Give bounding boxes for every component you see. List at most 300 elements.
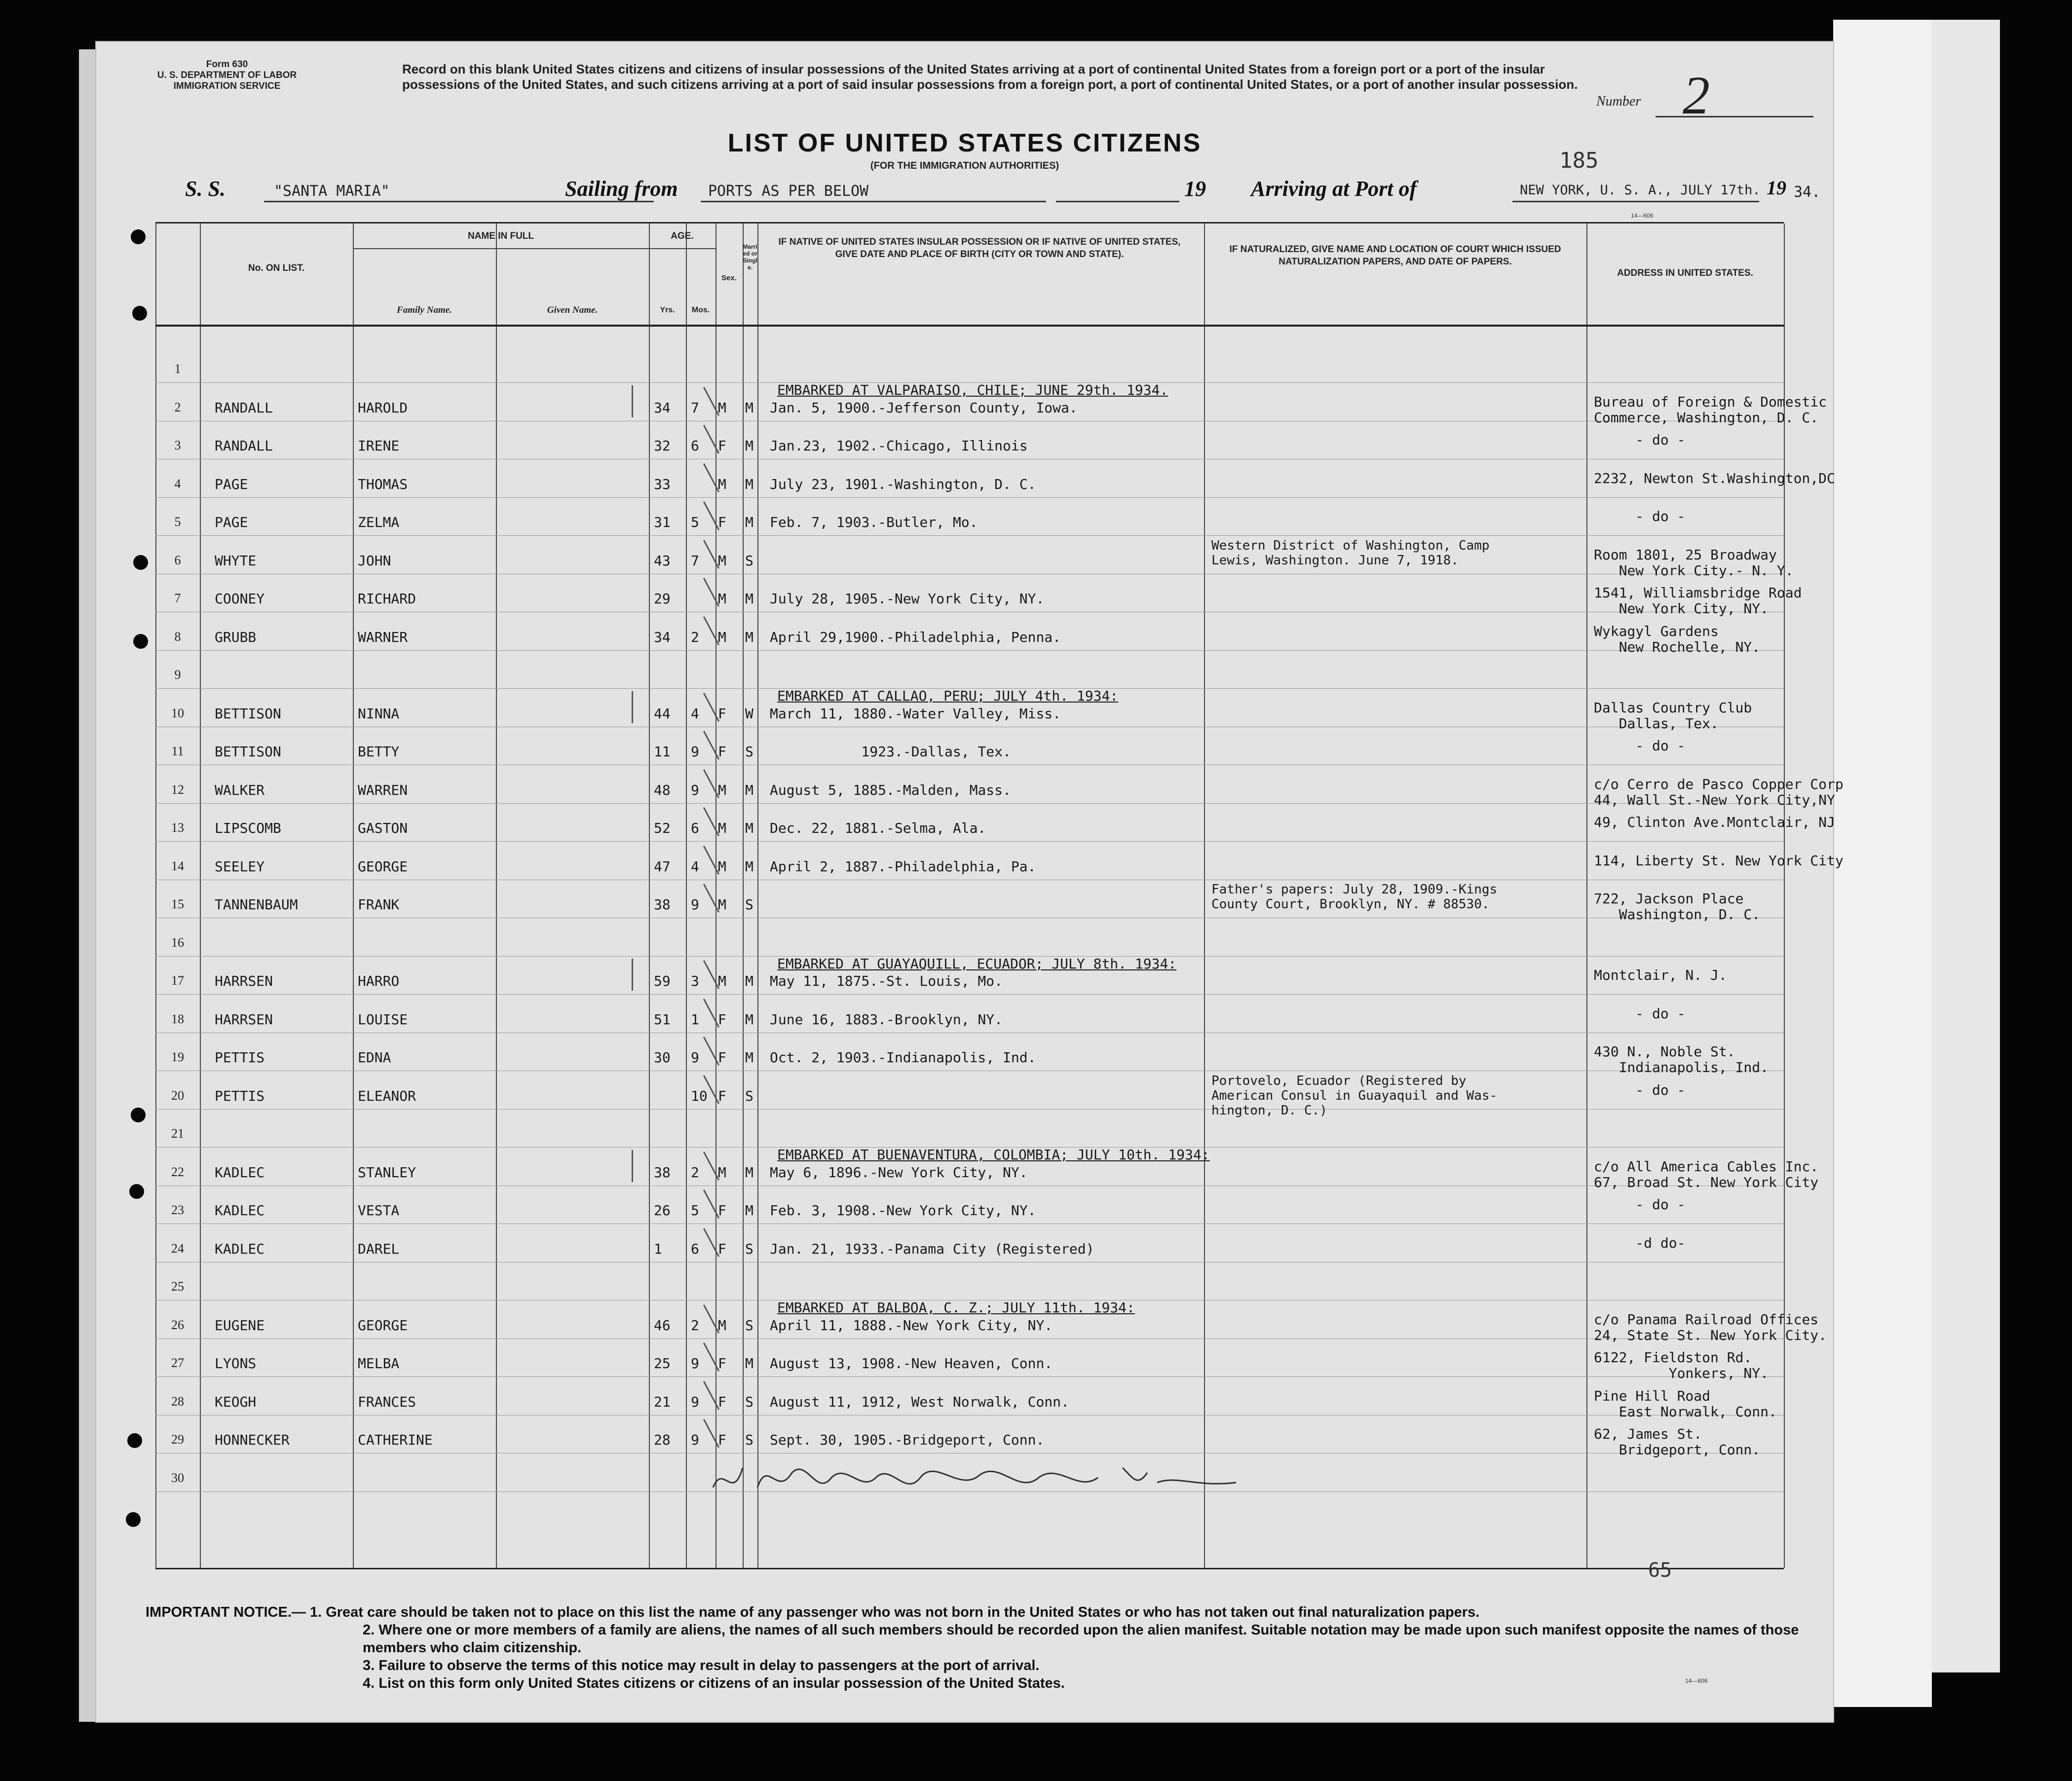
header-name-in-full: NAME IN FULL xyxy=(467,231,534,241)
given-name: GEORGE xyxy=(358,858,408,875)
row-number: 27 xyxy=(171,1356,184,1370)
arriving-underline xyxy=(1512,201,1759,202)
marital-status: M xyxy=(745,1355,753,1372)
given-name: DAREL xyxy=(358,1240,400,1257)
row-number: 12 xyxy=(171,782,184,797)
marital-status: M xyxy=(745,591,753,607)
naturalization-info: Father's papers: July 28, 1909.-Kings County Court, Brooklyn, NY. # 88530. xyxy=(1211,882,1498,912)
age-years: 46 xyxy=(654,1317,671,1334)
address-line-1: Bureau of Foreign & Domestic xyxy=(1594,393,1827,410)
arriving-value: NEW YORK, U. S. A., JULY 17th. xyxy=(1520,183,1761,198)
age-years: 26 xyxy=(654,1202,671,1219)
col-line xyxy=(1586,223,1587,1568)
given-name: FRANCES xyxy=(358,1393,416,1410)
embarked-heading: EMBARKED AT GUAYAQUILL, ECUADOR; JULY 8th. 1934: xyxy=(777,955,1177,972)
embarked-heading: EMBARKED AT BUENAVENTURA, COLOMBIA; JULY 10th. 1934: xyxy=(777,1147,1210,1163)
age-years: 47 xyxy=(654,858,671,875)
check-mark xyxy=(703,731,719,760)
given-name: RICHARD xyxy=(358,591,416,607)
family-name: LIPSCOMB xyxy=(215,820,281,836)
given-name: BETTY xyxy=(358,743,400,760)
row-rule xyxy=(155,841,1784,842)
col-line xyxy=(757,223,758,1568)
family-name: SEELEY xyxy=(215,858,265,875)
naturalization-info: Portovelo, Ecuador (Registered by American Consul in Guayaquil and Was- hington, D. C.) xyxy=(1211,1073,1498,1118)
marital-status: M xyxy=(745,820,753,836)
marital-status: M xyxy=(745,399,753,416)
age-years: 32 xyxy=(654,438,671,454)
address-line-2: New Rochelle, NY. xyxy=(1594,638,1761,655)
sex: M xyxy=(718,820,726,836)
age-months: 1 xyxy=(691,1011,699,1028)
age-years: 34 xyxy=(654,399,671,416)
address-line-2: Dallas, Tex. xyxy=(1594,715,1719,732)
birth-date-place: April 11, 1888.-New York City, NY. xyxy=(770,1317,1053,1334)
age-years: 43 xyxy=(654,552,671,569)
age-months: 6 xyxy=(691,1240,699,1257)
row-number: 20 xyxy=(171,1088,184,1103)
manifest-page xyxy=(96,42,1844,1722)
birth-date-place: Feb. 3, 1908.-New York City, NY. xyxy=(770,1202,1036,1219)
sex: F xyxy=(718,1202,726,1219)
row-number: 28 xyxy=(171,1394,184,1409)
address-line-1: Dallas Country Club xyxy=(1594,699,1752,716)
given-name: ZELMA xyxy=(358,514,400,530)
address-line-1: c/o All America Cables Inc. xyxy=(1594,1158,1819,1175)
family-name: EUGENE xyxy=(215,1317,265,1334)
address-line-1: 722, Jackson Place xyxy=(1594,890,1744,907)
number-value: 2 xyxy=(1683,65,1710,125)
address-line-1: 6122, Fieldston Rd. xyxy=(1594,1349,1752,1366)
sex: M xyxy=(718,476,726,492)
check-mark xyxy=(703,1189,719,1219)
address-line-1: - do - xyxy=(1594,508,1686,524)
birth-date-place: April 29,1900.-Philadelphia, Penna. xyxy=(770,629,1061,645)
row-rule xyxy=(155,650,1784,651)
birth-date-place: August 11, 1912, West Norwalk, Conn. xyxy=(770,1393,1069,1410)
binder-hole xyxy=(131,1108,146,1122)
sex: F xyxy=(718,705,726,722)
notice-item-2: 2. Where one or more members of a family are aliens, the names of all such members should be recorded upon the alien manifest. Suitable notation may be made upon such manifest opposite the names of those members who claim citizenship. xyxy=(363,1622,1799,1656)
handwritten-signature xyxy=(703,1448,1276,1507)
sex: M xyxy=(718,591,726,607)
given-name: WARNER xyxy=(358,629,408,645)
header-address: ADDRESS IN UNITED STATES. xyxy=(1617,268,1753,278)
binder-hole xyxy=(132,306,147,321)
header-age: AGE. xyxy=(671,231,694,241)
row-number: 19 xyxy=(171,1050,184,1064)
row-number: 15 xyxy=(171,897,184,911)
marital-status: M xyxy=(745,1011,753,1028)
address-line-2: Yonkers, NY. xyxy=(1594,1365,1769,1381)
age-months: 10 xyxy=(691,1087,708,1104)
tally-mark xyxy=(632,385,633,417)
sex: M xyxy=(718,973,726,989)
sex: M xyxy=(718,399,726,416)
family-name: KADLEC xyxy=(215,1240,265,1257)
age-years: 38 xyxy=(654,896,671,913)
sex: M xyxy=(718,1164,726,1181)
birth-date-place: April 2, 1887.-Philadelphia, Pa. xyxy=(770,858,1036,875)
marital-status: M xyxy=(745,476,753,492)
header-mos: Mos. xyxy=(691,306,710,314)
row-number: 23 xyxy=(171,1203,184,1217)
row-rule xyxy=(155,994,1784,995)
form-header xyxy=(146,59,308,92)
check-mark xyxy=(703,807,719,836)
address-line-1: -d do- xyxy=(1594,1234,1686,1251)
year-prefix: 19 xyxy=(1184,177,1206,201)
row-number: 14 xyxy=(171,858,184,873)
address-line-2: 67, Broad St. New York City xyxy=(1594,1174,1819,1190)
row-number: 25 xyxy=(171,1279,184,1294)
header-given-name: Given Name. xyxy=(547,305,598,315)
binder-hole xyxy=(129,1184,144,1199)
address-line-2: East Norwalk, Conn. xyxy=(1594,1403,1777,1420)
marital-status: M xyxy=(745,973,753,989)
address-line-1: Pine Hill Road xyxy=(1594,1387,1711,1404)
address-line-1: - do - xyxy=(1594,432,1686,448)
row-rule xyxy=(155,803,1784,804)
age-months: 9 xyxy=(691,781,699,798)
address-line-2: Indianapolis, Ind. xyxy=(1594,1059,1769,1076)
paper-left-edge xyxy=(79,49,99,1722)
paper-stack-edge xyxy=(1924,20,2000,1672)
header-no: No. ON LIST. xyxy=(248,263,304,273)
binder-hole xyxy=(127,1433,142,1448)
age-years: 44 xyxy=(654,705,671,722)
notice-item-4: 4. List on this form only United States citizens or citizens of an insular possession of the United States. xyxy=(363,1675,1065,1691)
address-line-1: - do - xyxy=(1594,1081,1686,1098)
check-mark xyxy=(703,1228,719,1257)
birth-date-place: July 28, 1905.-New York City, NY. xyxy=(770,591,1045,607)
age-months: 5 xyxy=(691,1202,699,1219)
given-name: ELEANOR xyxy=(358,1087,416,1104)
header-married-single: Married or Single. xyxy=(743,243,757,271)
given-name: IRENE xyxy=(358,438,400,454)
family-name: GRUBB xyxy=(215,629,257,645)
given-name: STANLEY xyxy=(358,1164,416,1181)
row-number: 17 xyxy=(171,973,184,988)
sex: F xyxy=(718,1393,726,1410)
address-line-1: Room 1801, 25 Broadway xyxy=(1594,546,1777,563)
binder-hole xyxy=(133,634,148,649)
given-name: EDNA xyxy=(358,1049,391,1066)
birth-date-place: Jan. 5, 1900.-Jefferson County, Iowa. xyxy=(770,399,1078,416)
check-mark xyxy=(703,540,719,569)
row-number: 21 xyxy=(171,1126,184,1141)
check-mark xyxy=(703,387,719,416)
row-rule xyxy=(155,1338,1784,1339)
check-mark xyxy=(703,1151,719,1181)
marital-status: S xyxy=(745,1087,753,1104)
embarked-heading: EMBARKED AT BALBOA, C. Z.; JULY 11th. 1934: xyxy=(777,1299,1135,1316)
header-naturalized: IF NATURALIZED, GIVE NAME AND LOCATION OF COURT WHICH ISSUED NATURALIZATION PAPERS, AND DATE OF PAPERS. xyxy=(1229,244,1561,267)
important-notice xyxy=(146,1603,1823,1692)
given-name: HAROLD xyxy=(358,399,408,416)
age-years: 30 xyxy=(654,1049,671,1066)
sex: M xyxy=(718,1317,726,1334)
check-mark xyxy=(703,1419,719,1448)
check-mark xyxy=(703,884,719,913)
row-number: 11 xyxy=(171,744,184,758)
age-months: 2 xyxy=(691,1317,699,1334)
check-mark xyxy=(703,616,719,645)
family-name: COONEY xyxy=(215,591,265,607)
age-months: 9 xyxy=(691,1049,699,1066)
family-name: RANDALL xyxy=(215,399,273,416)
check-mark xyxy=(703,999,719,1028)
row-number: 22 xyxy=(171,1164,184,1179)
family-name: KADLEC xyxy=(215,1202,265,1219)
age-months: 7 xyxy=(691,399,699,416)
header-sex: Sex. xyxy=(721,274,737,282)
footer-number: 65 xyxy=(1648,1559,1672,1582)
row-number: 5 xyxy=(174,515,181,529)
tally-mark xyxy=(632,959,633,991)
age-months: 3 xyxy=(691,973,699,989)
address-line-1: 114, Liberty St. New York City xyxy=(1594,852,1844,869)
age-months: 6 xyxy=(691,820,699,836)
family-name: WHYTE xyxy=(215,552,257,569)
sailing-underline xyxy=(701,201,1046,202)
address-line-1: c/o Panama Railroad Offices xyxy=(1594,1311,1819,1328)
marital-status: S xyxy=(745,743,753,760)
sex: M xyxy=(718,552,726,569)
address-line-1: - do - xyxy=(1594,738,1686,754)
binder-hole xyxy=(131,229,146,244)
address-line-2: Washington, D. C. xyxy=(1594,906,1761,923)
sex: F xyxy=(718,1432,726,1448)
age-months: 9 xyxy=(691,1393,699,1410)
naturalization-info: Western District of Washington, Camp Lewis, Washington. June 7, 1918. xyxy=(1211,538,1490,568)
check-mark xyxy=(703,846,719,875)
address-line-1: 62, James St. xyxy=(1594,1426,1702,1442)
header-birth: IF NATIVE OF UNITED STATES INSULAR POSSESSION OR IF NATIVE OF UNITED STATES, GIVE DATE AND PLACE OF BIRTH (CITY OR TOWN AND STATE). xyxy=(778,237,1181,260)
age-months: 2 xyxy=(691,629,699,645)
header-yrs: Yrs. xyxy=(660,306,675,314)
row-number: 16 xyxy=(171,935,184,950)
birth-date-place: Sept. 30, 1905.-Bridgeport, Conn. xyxy=(770,1432,1045,1448)
row-number: 29 xyxy=(171,1432,184,1447)
sex: F xyxy=(718,1011,726,1028)
check-mark xyxy=(703,960,719,989)
header-family-name: Family Name. xyxy=(397,305,452,315)
number-underline xyxy=(1656,116,1813,117)
address-line-2: Bridgeport, Conn. xyxy=(1594,1442,1761,1458)
page-subtitle: (FOR THE IMMIGRATION AUTHORITIES) xyxy=(870,160,1059,171)
age-years: 31 xyxy=(654,514,671,530)
embarked-heading: EMBARKED AT VALPARAISO, CHILE; JUNE 29th. 1934. xyxy=(777,382,1168,398)
age-months: 4 xyxy=(691,858,699,875)
address-line-2: Commerce, Washington, D. C. xyxy=(1594,409,1819,426)
service: IMMIGRATION SERVICE xyxy=(173,81,281,91)
given-name: LOUISE xyxy=(358,1011,408,1028)
check-mark xyxy=(703,1381,719,1410)
col-line xyxy=(649,223,650,1568)
birth-date-place: Dec. 22, 1881.-Selma, Ala. xyxy=(770,820,986,836)
birth-date-place: 1923.-Dallas, Tex. xyxy=(770,743,1011,760)
family-name: BETTISON xyxy=(215,743,281,760)
check-mark xyxy=(703,463,719,492)
row-number: 4 xyxy=(174,476,181,491)
arriving-label: Arriving at Port of xyxy=(1251,177,1417,201)
check-mark xyxy=(703,769,719,798)
birth-date-place: Jan. 21, 1933.-Panama City (Registered) xyxy=(770,1240,1094,1257)
notice-item-3: 3. Failure to observe the terms of this notice may result in delay to passengers at the port of arrival. xyxy=(363,1658,1040,1673)
family-name: HARRSEN xyxy=(215,1011,273,1028)
sailing-from-value: PORTS AS PER BELOW xyxy=(708,183,869,200)
sex: M xyxy=(718,781,726,798)
address-line-1: 2232, Newton St.Washington,DC xyxy=(1594,470,1835,486)
birth-date-place: May 6, 1896.-New York City, NY. xyxy=(770,1164,1028,1181)
family-name: HONNECKER xyxy=(215,1432,290,1448)
birth-date-place: Feb. 7, 1903.-Butler, Mo. xyxy=(770,514,978,530)
age-years: 29 xyxy=(654,591,671,607)
sex: M xyxy=(718,858,726,875)
given-name: CATHERINE xyxy=(358,1432,433,1448)
row-number: 7 xyxy=(174,591,181,605)
row-number: 18 xyxy=(171,1011,184,1026)
paper-stack-sheet xyxy=(1833,20,1932,1707)
sex: F xyxy=(718,1087,726,1104)
given-name: VESTA xyxy=(358,1202,400,1219)
age-months: 7 xyxy=(691,552,699,569)
address-line-1: 1541, Williamsbridge Road xyxy=(1594,585,1802,601)
given-name: THOMAS xyxy=(358,476,408,492)
birth-date-place: March 11, 1880.-Water Valley, Miss. xyxy=(770,705,1061,722)
check-mark xyxy=(703,1342,719,1372)
age-years: 38 xyxy=(654,1164,671,1181)
family-name: LYONS xyxy=(215,1355,257,1372)
sex: F xyxy=(718,514,726,530)
family-name: HARRSEN xyxy=(215,973,273,989)
row-rule xyxy=(155,535,1784,536)
address-line-1: 430 N., Noble St. xyxy=(1594,1043,1735,1060)
given-name: GASTON xyxy=(358,820,408,836)
passenger-table xyxy=(155,222,1844,1569)
marital-status: S xyxy=(745,1317,753,1334)
header-separator xyxy=(155,325,1784,327)
age-months: 2 xyxy=(691,1164,699,1181)
col-line xyxy=(1204,223,1205,1568)
age-months: 5 xyxy=(691,514,699,530)
sex: F xyxy=(718,1049,726,1066)
record-instructions: Record on this blank United States citizens and citizens of insular possessions of the United States arriving at a port of continental United States from a foreign port or a port of the insular possessions of the United States, and such citizens arriving at a port of said insular possessions from a foreign port, a port of continental United States, or a port of another insular possession. xyxy=(402,62,1578,92)
age-years: 11 xyxy=(654,743,671,760)
date-underline xyxy=(1056,201,1179,202)
age-years: 52 xyxy=(654,820,671,836)
sex: F xyxy=(718,1355,726,1372)
row-rule xyxy=(155,1376,1784,1377)
address-line-1: - do - xyxy=(1594,1005,1686,1022)
address-line-1: - do - xyxy=(1594,1196,1686,1213)
notice-label: IMPORTANT NOTICE.— xyxy=(146,1604,306,1620)
family-name: PETTIS xyxy=(215,1087,265,1104)
birth-date-place: Oct. 2, 1903.-Indianapolis, Ind. xyxy=(770,1049,1036,1066)
address-line-1: c/o Cerro de Pasco Copper Corp xyxy=(1594,776,1844,792)
family-name: PAGE xyxy=(215,514,248,530)
row-number: 2 xyxy=(174,400,181,414)
address-line-2: New York City.- N. Y. xyxy=(1594,562,1794,579)
row-number: 26 xyxy=(171,1317,184,1332)
given-name: MELBA xyxy=(358,1355,400,1372)
department: U. S. DEPARTMENT OF LABOR xyxy=(157,70,297,80)
col-line xyxy=(686,223,687,1568)
sex: F xyxy=(718,438,726,454)
address-line-1: Montclair, N. J. xyxy=(1594,967,1727,983)
age-months: 9 xyxy=(691,1355,699,1372)
row-number: 8 xyxy=(174,629,181,644)
age-months: 9 xyxy=(691,896,699,913)
family-name: WALKER xyxy=(215,781,265,798)
age-years: 33 xyxy=(654,476,671,492)
number-label: Number xyxy=(1596,94,1641,109)
col-line xyxy=(743,223,744,1568)
address-line-1: 49, Clinton Ave.Montclair, NJ xyxy=(1594,814,1835,830)
age-years: 28 xyxy=(654,1432,671,1448)
print-code: 14—606 xyxy=(1631,212,1654,219)
address-line-2: 44, Wall St.-New York City,NY xyxy=(1594,791,1835,808)
birth-date-place: August 5, 1885.-Malden, Mass. xyxy=(770,781,1011,798)
marital-status: M xyxy=(745,1049,753,1066)
age-years: 25 xyxy=(654,1355,671,1372)
binder-hole xyxy=(133,555,148,570)
marital-status: S xyxy=(745,896,753,913)
check-mark xyxy=(703,425,719,454)
marital-status: M xyxy=(745,514,753,530)
age-years: 59 xyxy=(654,973,671,989)
form-number: Form 630 xyxy=(206,59,248,70)
marital-status: S xyxy=(745,1393,753,1410)
age-months: 9 xyxy=(691,743,699,760)
family-name: PETTIS xyxy=(215,1049,265,1066)
birth-date-place: May 11, 1875.-St. Louis, Mo. xyxy=(770,973,1003,989)
birth-date-place: Jan.23, 1902.-Chicago, Illinois xyxy=(770,438,1028,454)
marital-status: M xyxy=(745,1164,753,1181)
col-line xyxy=(496,223,497,1568)
birth-date-place: August 13, 1908.-New Heaven, Conn. xyxy=(770,1355,1053,1372)
age-months: 9 xyxy=(691,1432,699,1448)
given-name: FRANK xyxy=(358,896,400,913)
age-months: 4 xyxy=(691,705,699,722)
row-number: 6 xyxy=(174,553,181,567)
embarked-heading: EMBARKED AT CALLAO, PERU; JULY 4th. 1934: xyxy=(777,688,1119,704)
marital-status: M xyxy=(745,438,753,454)
family-name: KADLEC xyxy=(215,1164,265,1181)
birth-date-place: June 16, 1883.-Brooklyn, NY. xyxy=(770,1011,1003,1028)
family-name: RANDALL xyxy=(215,438,273,454)
marital-status: S xyxy=(745,1240,753,1257)
marital-status: M xyxy=(745,781,753,798)
given-name: NINNA xyxy=(358,705,400,722)
address-line-2: New York City, NY. xyxy=(1594,600,1769,617)
check-mark xyxy=(703,693,719,722)
marital-status: S xyxy=(745,552,753,569)
arriving-year: 34. xyxy=(1794,184,1821,201)
given-name: WARREN xyxy=(358,781,408,798)
given-name: HARRO xyxy=(358,973,400,989)
binder-hole xyxy=(126,1512,141,1527)
age-years: 1 xyxy=(654,1240,662,1257)
family-name: PAGE xyxy=(215,476,248,492)
marital-status: M xyxy=(745,629,753,645)
marital-status: W xyxy=(745,705,753,722)
age-months: 6 xyxy=(691,438,699,454)
ship-name: "SANTA MARIA" xyxy=(274,183,390,200)
given-name: JOHN xyxy=(358,552,391,569)
marital-status: S xyxy=(745,1432,753,1448)
